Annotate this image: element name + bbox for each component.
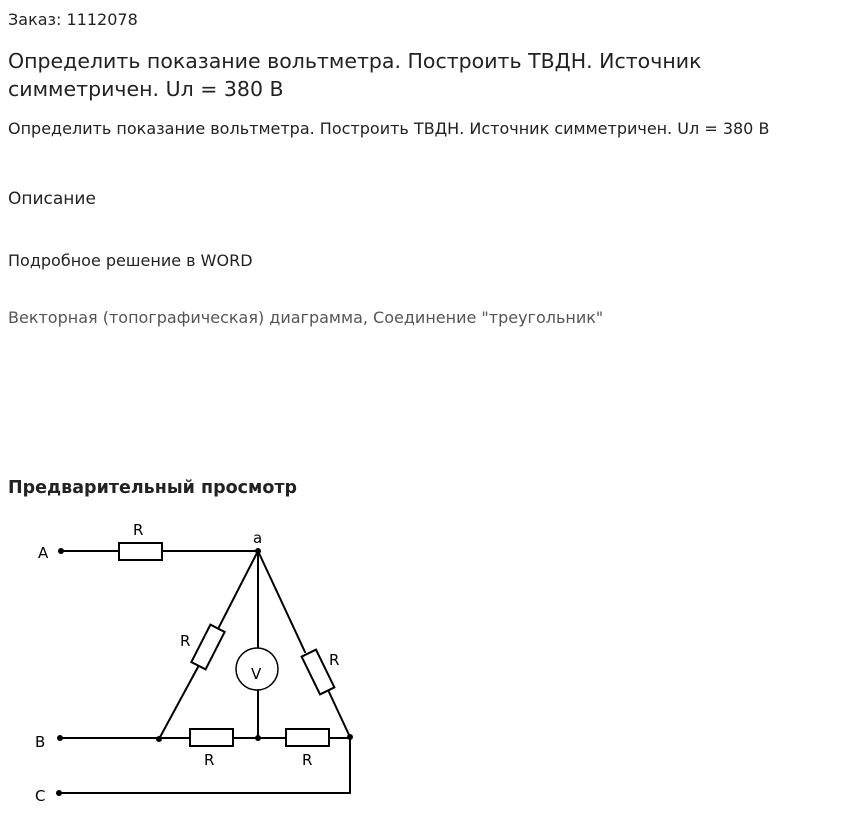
wire-left-top: [219, 551, 258, 627]
node-dot-right-bottom: [347, 734, 353, 740]
terminal-dot-b: [57, 735, 63, 741]
order-number: Заказ: 1112078: [8, 10, 138, 29]
node-dot-left-bottom: [156, 736, 162, 742]
tag-link-delta-connection[interactable]: Соединение "треугольник": [373, 308, 604, 327]
tag-separator: ,: [362, 308, 374, 327]
label-resistor-delta-right: R: [329, 651, 340, 669]
short-description: Определить показание вольтметра. Построить ТВДН. Источник симметричен. Uл = 380 В: [8, 119, 770, 138]
label-resistor-delta-left: R: [180, 632, 191, 650]
label-resistor-line-a: R: [133, 521, 144, 539]
label-node-a: a: [253, 529, 263, 547]
resistor-bottom-left: [190, 729, 233, 746]
label-resistor-bottom-right: R: [302, 751, 313, 769]
label-terminal-b: B: [35, 733, 46, 751]
terminal-dot-c: [56, 790, 62, 796]
tag-link-vector-diagram[interactable]: Векторная (топографическая) диаграмма: [8, 308, 363, 327]
page-title: Определить показание вольтметра. Построить ТВДН. Источник симметричен. Uл = 380 В: [8, 49, 702, 101]
node-dot-bottom-middle: [255, 735, 261, 741]
resistor-delta-left: [191, 625, 224, 670]
terminal-dot-a: [58, 548, 64, 554]
wire-right-top: [258, 551, 305, 652]
label-terminal-c: C: [35, 787, 46, 805]
label-terminal-a: A: [38, 544, 49, 562]
resistor-line-a: [119, 543, 162, 560]
node-dot-a: [255, 548, 261, 554]
preview-heading: Предварительный просмотр: [8, 478, 298, 498]
label-resistor-bottom-left: R: [204, 751, 215, 769]
description-text: Подробное решение в WORD: [8, 251, 253, 270]
circuit-diagram: [0, 510, 380, 810]
wire-right-bottom: [329, 692, 350, 737]
description-heading: Описание: [8, 189, 96, 209]
resistor-bottom-right: [286, 729, 329, 746]
tags-list: [8, 307, 603, 329]
label-voltmeter: V: [251, 665, 262, 683]
